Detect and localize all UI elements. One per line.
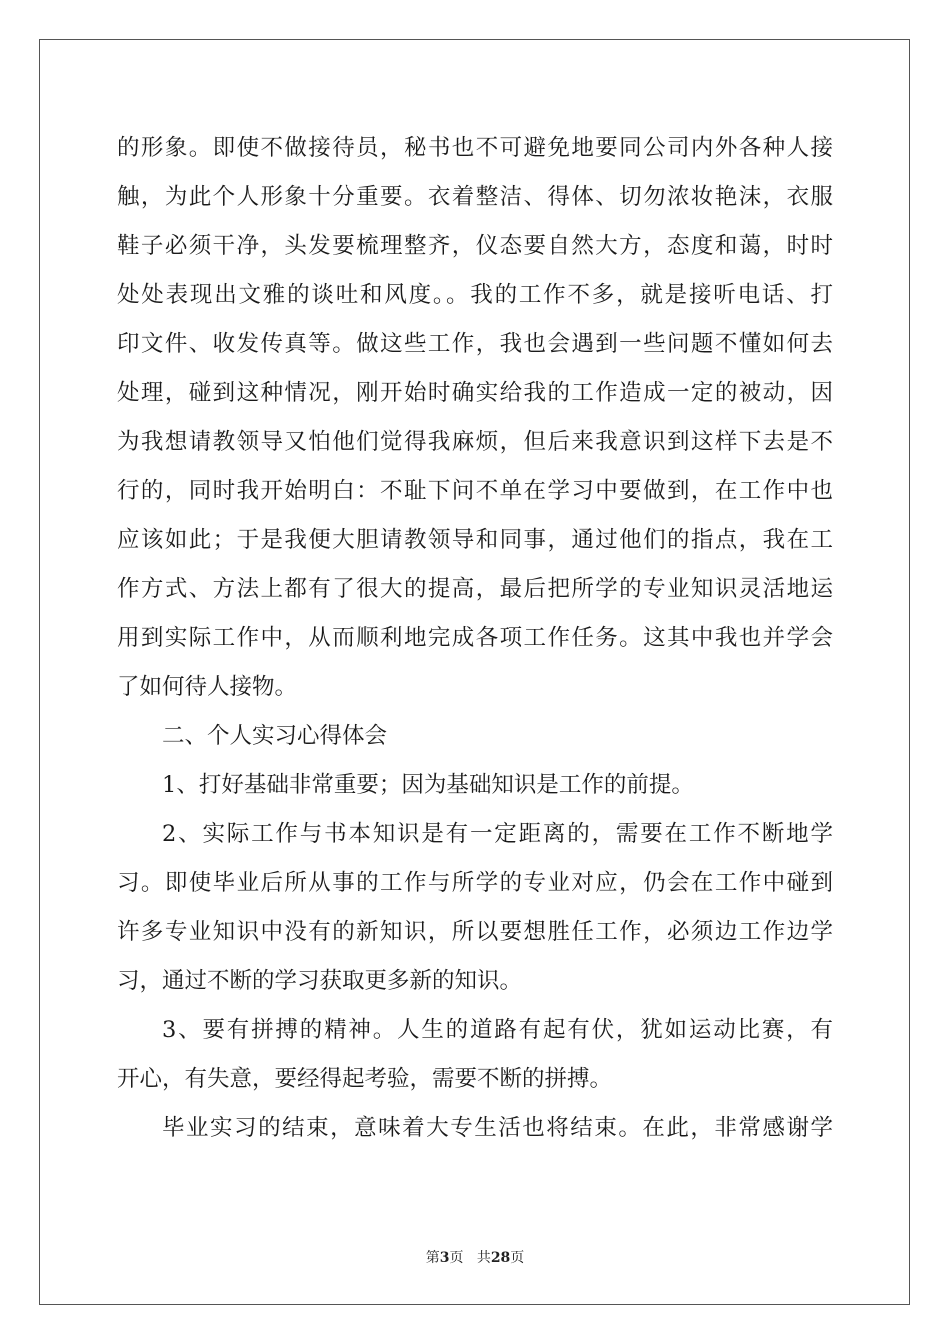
text-line: 开心，有失意，要经得起考验，需要不断的拼搏。 [117,1066,613,1092]
text-line: 习，通过不断的学习获取更多新的知识。 [117,968,523,994]
text-line: 处处表现出文雅的谈吐和风度。。我的工作不多，就是接听电话、打 [117,282,833,308]
section-heading: 二、个人实习心得体会 [162,723,388,749]
page-prefix: 第 [425,1250,440,1266]
text-line: 毕业实习的结束，意味着大专生活也将结束。在此，非常感谢学 [162,1115,833,1141]
text-line: 习。即使毕业后所从事的工作与所学的专业对应，仍会在工作中碰到 [117,870,833,896]
text-line: 行的，同时我开始明白：不耻下问不单在学习中要做到，在工作中也 [117,478,833,504]
text-line: 为我想请教领导又怕他们觉得我麻烦，但后来我意识到这样下去是不 [117,429,833,455]
text-line: 处理，碰到这种情况，刚开始时确实给我的工作造成一定的被动，因 [117,380,833,406]
text-line: 的形象。即使不做接待员，秘书也不可避免地要同公司内外各种人接 [117,135,833,161]
text-line: 3、要有拼搏的精神。人生的道路有起有伏，犹如运动比赛，有 [162,1017,833,1043]
text-line: 应该如此；于是我便大胆请教领导和同事，通过他们的指点，我在工 [117,527,833,553]
page-footer [0,1247,950,1267]
text-line: 印文件、收发传真等。做这些工作，我也会遇到一些问题不懂如何去 [117,331,833,357]
document-body [117,124,833,1153]
total-prefix: 共 [476,1250,491,1266]
page-number: 3 [439,1250,450,1266]
page-suffix: 页 [449,1250,464,1266]
text-line: 用到实际工作中，从而顺利地完成各项工作任务。这其中我也并学会 [117,625,833,651]
text-line: 了如何待人接物。 [117,674,298,700]
text-line: 许多专业知识中没有的新知识，所以要想胜任工作，必须边工作边学 [117,919,833,945]
text-line: 触，为此个人形象十分重要。衣着整洁、得体、切勿浓妆艳沫，衣服 [117,184,833,210]
total-pages: 28 [490,1250,511,1266]
text-line: 1、打好基础非常重要；因为基础知识是工作的前提。 [162,772,694,798]
total-suffix: 页 [510,1250,525,1266]
text-line: 2、实际工作与书本知识是有一定距离的，需要在工作不断地学 [162,821,833,847]
text-line: 鞋子必须干净，头发要梳理整齐，仪态要自然大方，态度和蔼，时时 [117,233,833,259]
text-line: 作方式、方法上都有了很大的提高，最后把所学的专业知识灵活地运 [117,576,833,602]
